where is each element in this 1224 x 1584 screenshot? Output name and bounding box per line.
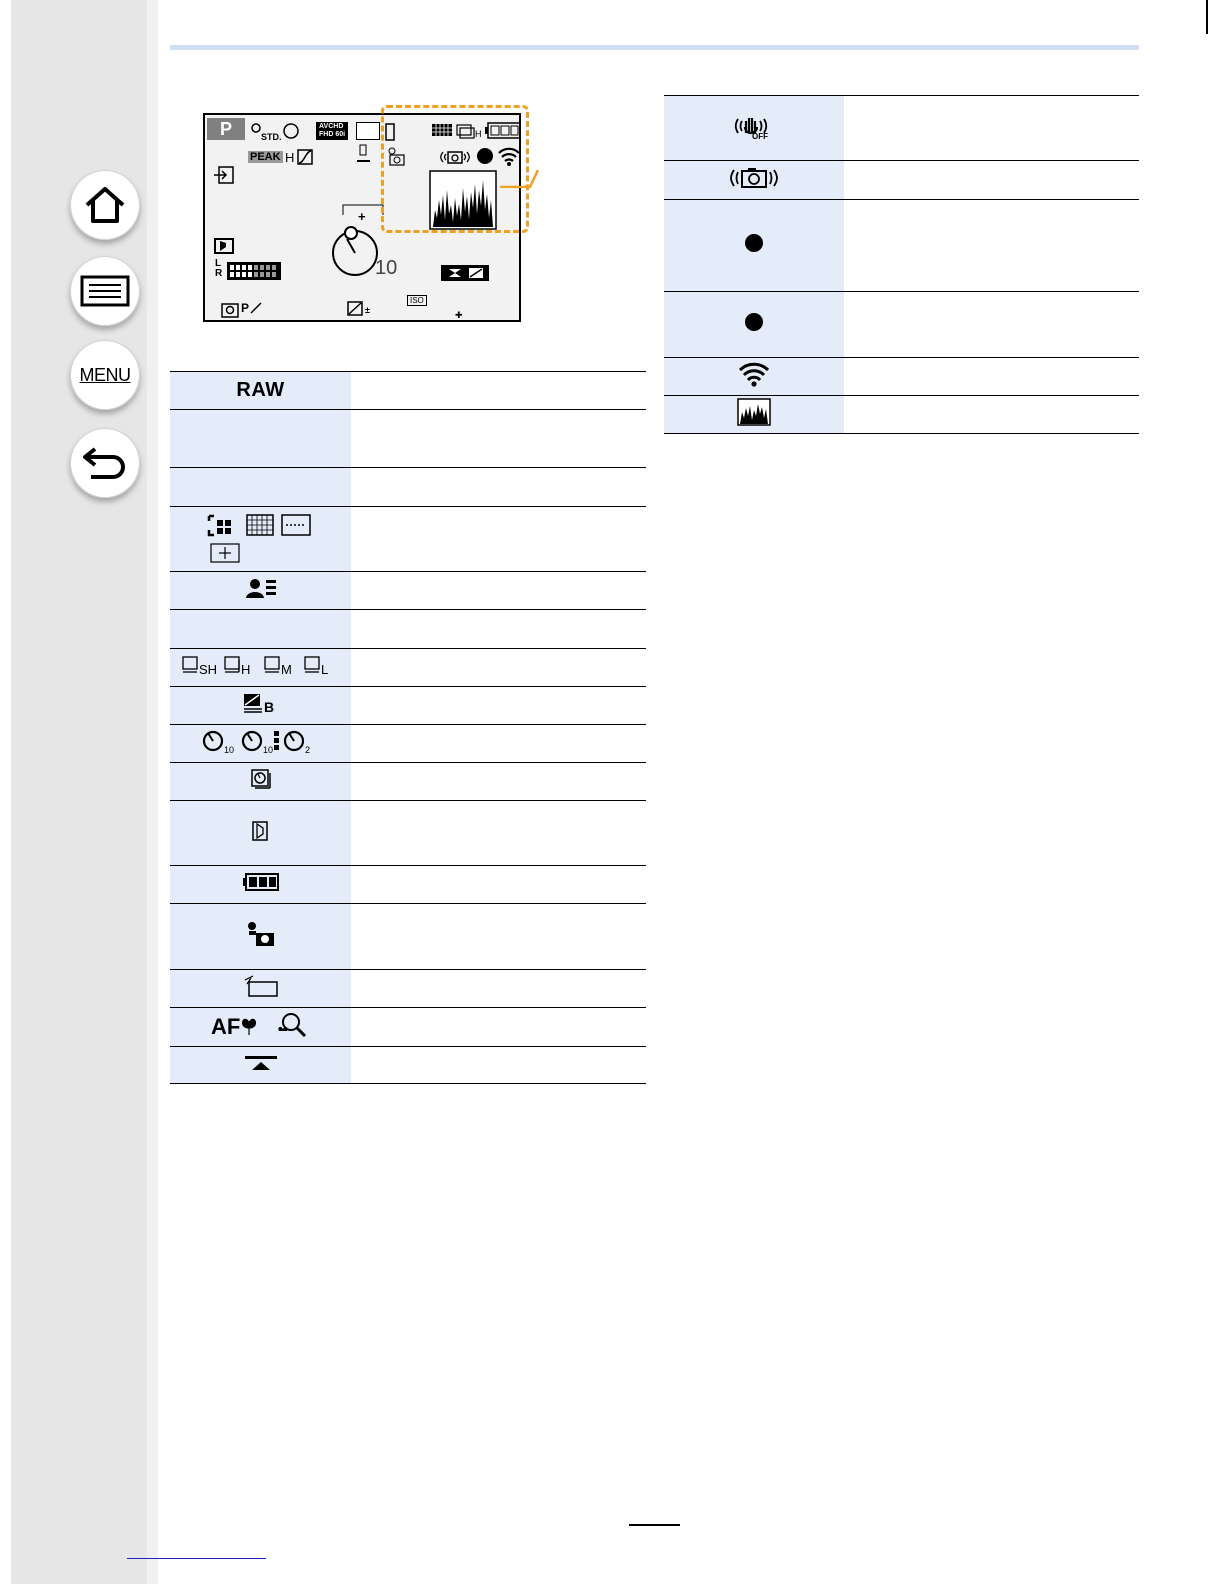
description-cell xyxy=(351,372,646,410)
right-icon-table xyxy=(664,95,1139,434)
description-cell xyxy=(351,610,646,649)
icon-cell xyxy=(170,649,351,687)
table-row xyxy=(170,904,646,970)
description-cell xyxy=(844,358,1139,396)
svg-text:B: B xyxy=(263,699,274,714)
recording-mode-badge: P xyxy=(207,118,245,140)
table-row xyxy=(170,649,646,687)
crosshair-mark: ✚ xyxy=(455,310,463,320)
table-row xyxy=(170,1008,646,1047)
sidebar-nav xyxy=(0,0,158,1584)
stabilizer-off-label: OFF xyxy=(752,131,768,139)
return-icon xyxy=(81,443,129,483)
icon-cell xyxy=(170,763,351,801)
description-cell xyxy=(351,687,646,725)
icon-cell xyxy=(170,372,351,410)
svg-text:L: L xyxy=(320,662,328,676)
table-row xyxy=(170,572,646,610)
icon-cell xyxy=(170,801,351,866)
shake-alert-icon xyxy=(730,166,778,190)
focus-icon xyxy=(356,143,372,165)
sidebar-divider xyxy=(147,0,158,1584)
table-row xyxy=(170,410,646,468)
icon-cell xyxy=(170,1008,351,1047)
table-row xyxy=(664,200,1139,292)
movie-camera-icon xyxy=(246,921,276,947)
svg-text:10: 10 xyxy=(262,745,273,755)
description-cell xyxy=(351,507,646,572)
icon-cell xyxy=(170,468,351,507)
wifi-icon xyxy=(738,361,770,387)
table-row xyxy=(170,725,646,763)
af-macro-icons xyxy=(211,1011,311,1039)
description-cell xyxy=(351,468,646,507)
table-row xyxy=(170,866,646,904)
icon-cell xyxy=(170,410,351,468)
blank-frame-icon xyxy=(356,122,380,140)
histogram-icon xyxy=(737,398,771,426)
icon-cell xyxy=(664,161,844,200)
table-row xyxy=(170,468,646,507)
description-cell xyxy=(351,866,646,904)
card-in-icon xyxy=(213,165,235,185)
home-icon xyxy=(83,185,127,225)
audio-level-meter xyxy=(226,261,282,281)
audio-r-label: R xyxy=(215,268,223,279)
icon-cell xyxy=(170,507,351,572)
description-cell xyxy=(351,572,646,610)
metering-program-shift-icon xyxy=(221,299,265,319)
record-dot-icon xyxy=(744,233,764,253)
table-row xyxy=(664,358,1139,396)
icon-cell xyxy=(170,725,351,763)
svg-text:±: ± xyxy=(365,305,370,315)
description-cell xyxy=(351,904,646,970)
raw-icon: RAW xyxy=(236,379,285,401)
back-button[interactable] xyxy=(70,428,140,498)
table-row xyxy=(170,507,646,572)
svg-text:H: H xyxy=(475,129,482,139)
icon-cell xyxy=(170,866,351,904)
icon-cell xyxy=(664,96,844,161)
self-timer-value: 10 xyxy=(375,257,398,279)
bracket-icon xyxy=(242,692,280,714)
video-quality-label: FHD 60i xyxy=(319,131,346,138)
description-cell xyxy=(844,396,1139,434)
stabilizer-off-icon xyxy=(734,113,774,139)
description-cell xyxy=(351,725,646,763)
af-label: AF xyxy=(210,1013,240,1039)
table-row xyxy=(170,1047,646,1084)
eject-icon xyxy=(244,1054,278,1072)
svg-text:+: + xyxy=(358,209,366,224)
icon-cell xyxy=(170,970,351,1008)
table-row xyxy=(170,610,646,649)
icon-cell xyxy=(170,687,351,725)
icon-cell xyxy=(664,358,844,396)
table-row xyxy=(170,763,646,801)
menu-label: MENU xyxy=(79,364,131,385)
description-cell xyxy=(351,763,646,801)
icon-cell xyxy=(170,610,351,649)
svg-text:P: P xyxy=(241,301,250,315)
svg-text:STD.: STD. xyxy=(261,132,282,142)
highlight-shadow-icon xyxy=(297,149,313,165)
description-cell xyxy=(351,410,646,468)
menu-button[interactable] xyxy=(70,340,140,410)
video-format-badge xyxy=(316,122,348,140)
table-row xyxy=(664,396,1139,434)
table-row xyxy=(170,801,646,866)
svg-text:10: 10 xyxy=(223,745,234,755)
photo-style-icon xyxy=(249,120,305,142)
description-cell xyxy=(844,200,1139,292)
level-gauge-icon xyxy=(243,974,279,998)
svg-text:H: H xyxy=(240,662,250,676)
icon-cell xyxy=(170,904,351,970)
contents-button[interactable] xyxy=(70,256,140,326)
video-format-label: AVCHD xyxy=(319,123,344,130)
silent-mode-small-icon xyxy=(213,237,235,255)
table-row xyxy=(664,161,1139,200)
page-number-underline xyxy=(629,1524,680,1526)
home-button[interactable] xyxy=(70,170,140,240)
table-row xyxy=(170,687,646,725)
peaking-label: PEAK xyxy=(250,151,281,163)
callout-leader-line xyxy=(500,168,540,188)
silent-mode-icon xyxy=(251,820,271,842)
icon-cell xyxy=(664,200,844,292)
audio-l-label: L xyxy=(215,258,222,269)
icon-cell xyxy=(170,572,351,610)
self-timer-icons xyxy=(201,727,321,755)
icon-cell xyxy=(664,292,844,358)
svg-text:M: M xyxy=(280,662,292,676)
record-dot-icon xyxy=(744,312,764,332)
description-cell xyxy=(351,649,646,687)
table-row xyxy=(170,372,646,410)
burst-icons xyxy=(181,654,341,676)
icon-cell xyxy=(170,1047,351,1084)
svg-text:SH: SH xyxy=(198,662,217,676)
description-cell xyxy=(844,161,1139,200)
iso-indicator: ISO xyxy=(407,295,427,306)
footer-link[interactable] xyxy=(127,1558,266,1559)
exposure-compensation-icon xyxy=(347,301,377,317)
table-row xyxy=(664,96,1139,161)
description-cell xyxy=(351,1047,646,1084)
face-recognition-icon xyxy=(245,577,277,599)
description-cell xyxy=(351,1008,646,1047)
audio-channel-labels xyxy=(215,259,222,279)
description-cell xyxy=(844,96,1139,161)
description-cell xyxy=(351,801,646,866)
icon-cell xyxy=(664,396,844,434)
af-area-icons xyxy=(205,510,317,564)
description-cell xyxy=(351,970,646,1008)
description-cell xyxy=(844,292,1139,358)
svg-text:2: 2 xyxy=(304,745,310,755)
time-lapse-icon xyxy=(250,768,272,790)
header-rule xyxy=(170,45,1139,50)
battery-icon xyxy=(243,873,279,891)
page-edge-mark xyxy=(1206,0,1208,34)
exposure-meter-icon xyxy=(441,265,489,281)
list-icon xyxy=(80,275,130,307)
table-row xyxy=(664,292,1139,358)
table-row xyxy=(170,970,646,1008)
peaking-level: H xyxy=(285,150,295,165)
left-icon-table xyxy=(170,371,646,1084)
